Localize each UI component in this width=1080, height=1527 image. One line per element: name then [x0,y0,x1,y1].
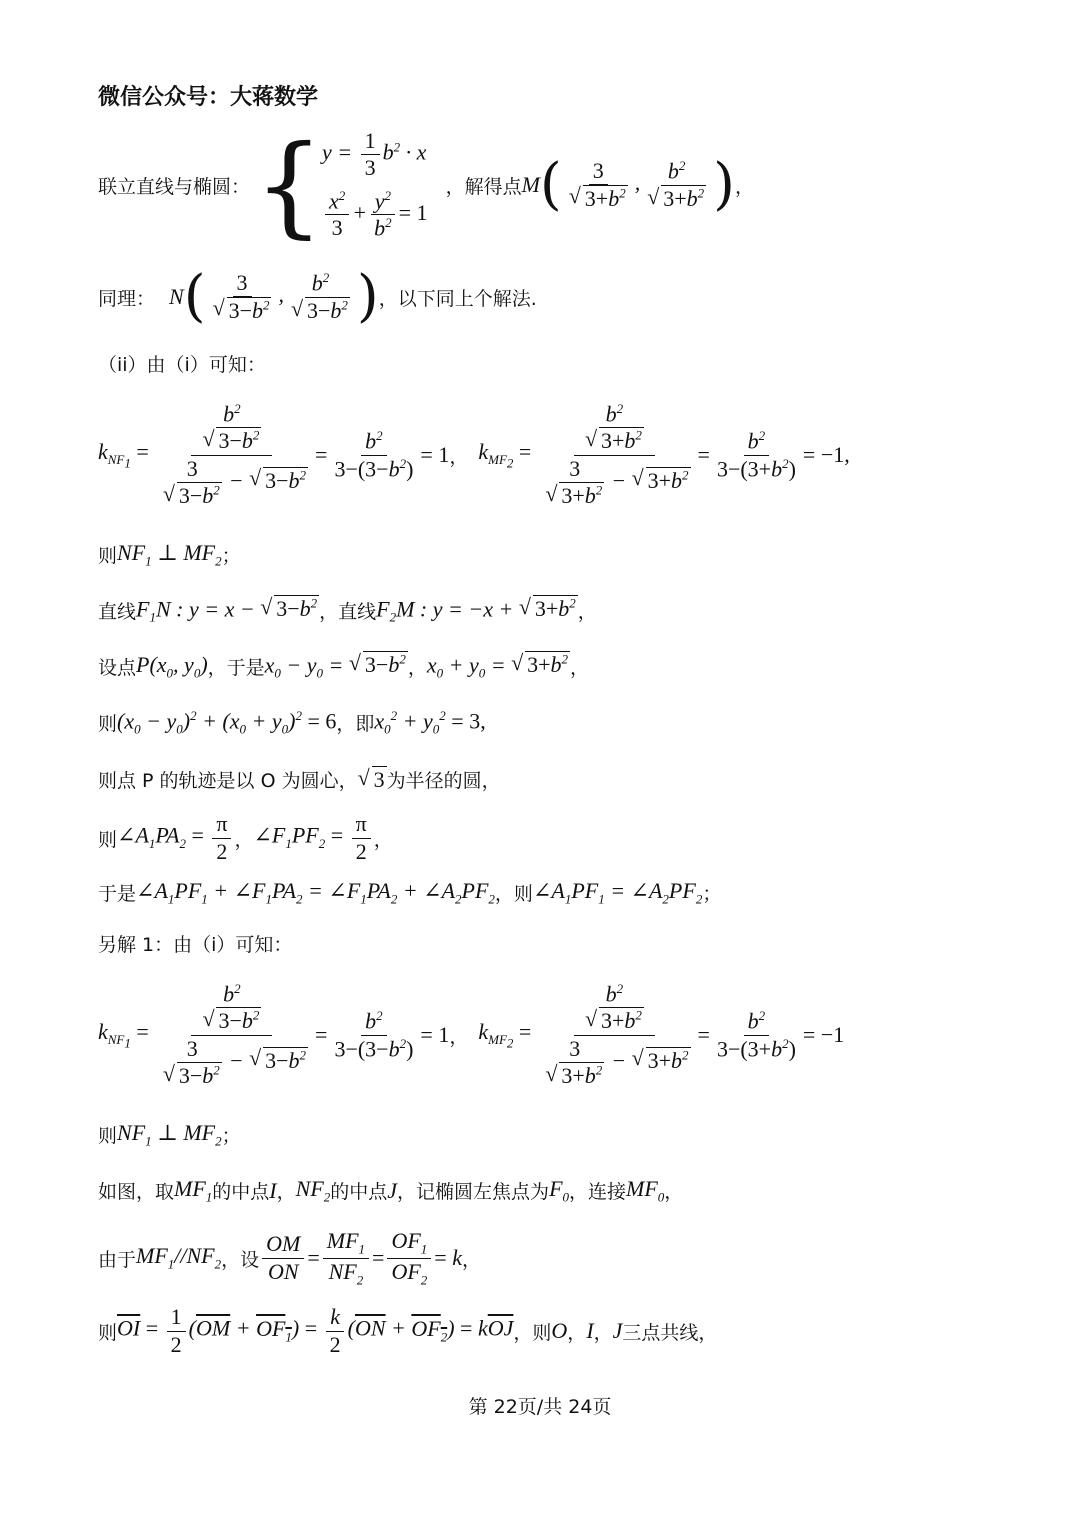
page-footer: 第 22页/共 24页 [468,1396,612,1418]
line-alt-solution: 另解 1：由（i）可知： [98,934,293,956]
equation-system [322,129,428,240]
line-ratio: 由于 $MF_1//NF_2$ ，设 $\frac{OM}{ON}$ = $\frac{MF_1}{NF_2}$ = $\frac{OF_1}{OF_2}$ = k ， [98,1227,481,1287]
equation-line: y = $\frac{1}{3}$ $b^2 \cdot x$ [322,128,427,181]
line-vectors: 则 $\overline{OI}$ = $\frac{1}{2}$ $(\overline{OM} + OF_1)$ = $\frac{k}{2}$ $(\overline{ON} + OF_2) = k\overline{OJ}$ ，则 O ， I ， J 三点共线， [98,1304,718,1357]
equation-ellipse: $\frac{x^2}{3}$ + $\frac{y^2}{b^2}$ = 1 [322,189,428,241]
text: 同理： [98,287,156,310]
line-N: 同理： N ( 3 √ $3-b^2$ , $b^2$ √ $3-b^2$ ) ，以下同上个解法. [98,265,537,329]
point-M: M [521,172,540,197]
text: 联立直线与椭圆： [98,175,251,198]
line-lines: 直线 $F_1N$ : y = x − √ $3-b^2$ ，直线 $F_2M$ : y = −x + √ $3+b^2$ ， [98,596,597,626]
line-angles: 则 $\angle A_1PA_2$ = $\frac{\pi}{2}$ ， $\angle F_1PF_2$ = $\frac{\pi}{2}$ ， [98,811,393,864]
line-slopes-2: $k_{NF_1}$ = $b^2$ √ $3-b^2$ 3 √ $3-b^2$ − √ $3-b^2$ = $\frac{b^2}{3-(3-b^2)}$ = 1 ， $k_{MF_2}$ = $b^2$ √ $3+b^2$ 3 √ $3+b^2$ − √ $3+b^2$ = $\frac{b^2}{3-(3+b^2)}$ = −1 [98,975,844,1095]
coord-N: 3 √ $3-b^2$ , $b^2$ √ $3-b^2$ [206,271,357,323]
line-perp-1: 则 $NF_1$ ⊥ $MF_2$ ； [98,540,241,569]
line-slopes-1: $k_{NF_1}$ = $b^2$ √ $3-b^2$ 3 √ $3-b^2$ − √ $3-b^2$ = $\frac{b^2}{3-(3-b^2)}$ = 1 ， $k_{MF_2}$ = $b^2$ √ $3+b^2$ 3 √ $3+b^2$ − √ $3+b^2$ = $\frac{b^2}{3-(3+b^2)}$ = −1, [98,395,850,515]
paren: ) [713,152,735,217]
line-perp-2: 则 $NF_1$ ⊥ $MF_2$ ； [98,1120,241,1149]
line-part-ii: （ii）由（i）可知： [98,354,266,376]
text: ，以下同上个解法. [378,287,537,310]
line-system: 联立直线与椭圆： { y = $\frac{1}{3}$ $b^2 \cdot x$ $\frac{x^2}{3}$ + $\frac{y^2}{b^2}$ = 1 ，解得点 M ( 3 √ $3+b^2$ , $b^2$ √ $3+b^2$ ) ， [98,130,754,240]
line-point-P: 设点 $P(x_0$, $y_0$) ，于是 $x_0 - y_0$ = √ $3-b^2$ ， $x_0 + y_0$ = √ $3+b^2$ ， [98,652,589,682]
line-angle-sum: 于是 $\angle A_1PF_1$ + $\angle F_1PA_2$ = $\angle F_1PA_2$ + $\angle A_2PF_2$ ，则 $\angle A_1PF_1$ = $\angle A_2PF_2$ ； [98,878,722,907]
line-midpoints: 如图，取 $MF_1$ 的中点 I ， $NF_2$ 的中点 J ，记椭圆左焦点为 $F_0$ ，连接 $MF_0$ ， [98,1176,684,1205]
page-header: 微信公众号：大蒋数学 [98,85,319,110]
paren: ( [539,152,562,217]
line-circle-eq: 则 $(x_0 - y_0)^2 + (x_0 + y_0)^2 = 6$ ，即 $x_0^2 + y_0^2 = 3$, [98,708,486,737]
brace: { [254,121,325,249]
text: ，解得点 [445,175,522,198]
line-locus: 则点 P 的轨迹是以 O 为圆心， √ 3 为半径的圆， [98,766,501,793]
coord-M: 3 √ $3+b^2$ , $b^2$ √ $3+b^2$ [562,159,713,211]
point-N: N [169,284,184,309]
